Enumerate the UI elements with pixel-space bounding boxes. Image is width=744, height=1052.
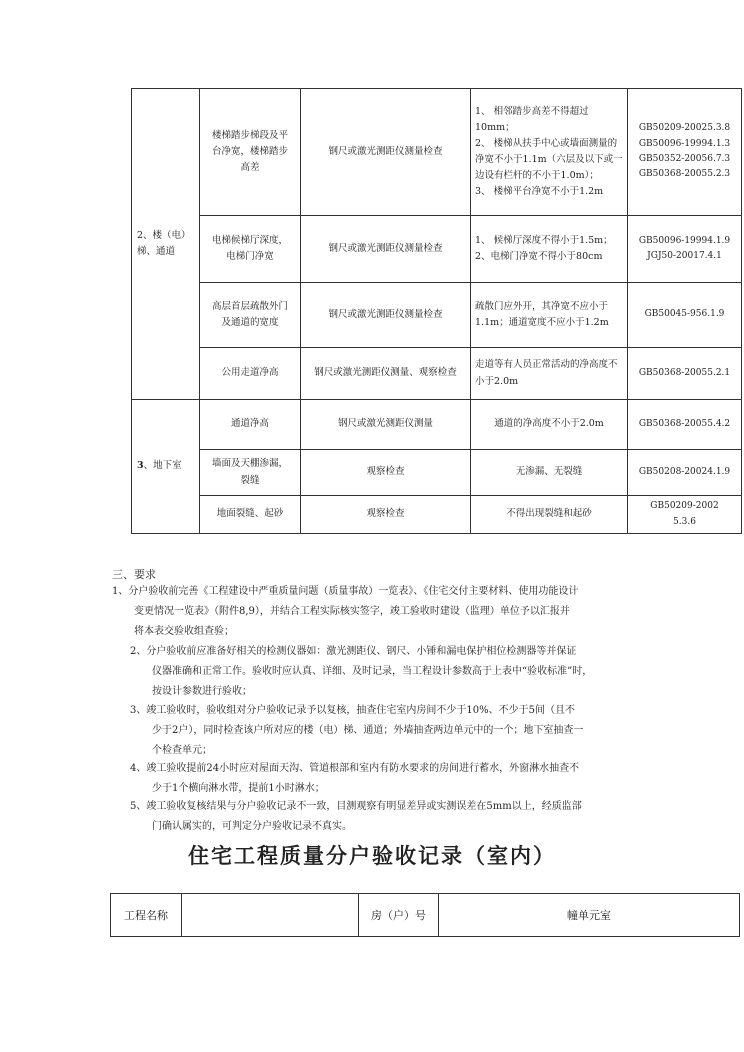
- method-cell: 钢尺或激光测距仪测量检查: [301, 89, 471, 216]
- standard-cell: 通道的净高度不小于2.0m: [471, 400, 628, 450]
- category-stairs: 2、楼（电）梯、通道: [132, 89, 200, 400]
- project-name-label: 工程名称: [111, 894, 182, 937]
- standard-cell: 不得出现裂缝和起砂: [471, 496, 628, 534]
- item-cell: 公用走道净高: [200, 348, 301, 400]
- standard-cell: 走道等有人员正常活动的净高度不小于2.0m: [471, 348, 628, 400]
- code-cell: GB50045-956.1.9: [628, 283, 742, 348]
- project-name-field[interactable]: [182, 894, 359, 937]
- requirement-item-1: 1、分户验收前完善《工程建设中严重质量问题（质量事故）一览表》、《住宅交付主要材料、使用功能设计 变更情况一览表》（附件8,9），并结合工程实际核实签字，竣工验收时建设（监理）单位予以汇报并 将本表交验收组查验；: [112, 586, 579, 637]
- form-header-table: [110, 893, 740, 937]
- method-cell: 钢尺或激光测距仪测量检查: [301, 283, 471, 348]
- category-basement: 3、地下室: [132, 400, 200, 534]
- method-cell: 钢尺或激光测距仪测量检查: [301, 216, 471, 283]
- method-cell: 观察检查: [301, 450, 471, 496]
- method-cell: 钢尺或激光测距仪测量: [301, 400, 471, 450]
- requirements-heading: 三、要求: [112, 568, 156, 581]
- code-cell: GB50209-2002 5.3.6: [628, 496, 742, 534]
- standard-cell: 1、 相邻踏步高差不得超过10mm； 2、 楼梯从扶手中心或墙面测量的净宽不小于1.1m（六层及以下或一边设有栏杆的不小于1.0m）； 3、 楼梯平台净宽不小于1.2m: [471, 89, 628, 216]
- item-cell: 电梯候梯厅深度，电梯门净宽: [200, 216, 301, 283]
- code-cell: GB50096-19994.1.9 JGJ50-20017.4.1: [628, 216, 742, 283]
- item-cell: 高层首层疏散外门及通道的宽度: [200, 283, 301, 348]
- inspection-spec-table: [131, 88, 742, 534]
- standard-cell: 疏散门应外开，其净宽不应小于1.1m；通道宽度不应小于1.2m: [471, 283, 628, 348]
- code-cell: GB50368-20055.4.2: [628, 400, 742, 450]
- requirement-item-4: 4、竣工验收提前24小时应对屋面天沟、管道根部和室内有防水要求的房间进行蓄水，外窗淋水抽查不 少于1个横向淋水带，提前1小时淋水；: [130, 763, 580, 794]
- item-cell: 通道净高: [200, 400, 301, 450]
- standard-cell: 无渗漏、无裂缝: [471, 450, 628, 496]
- requirement-item-2: 2、分户验收前应准备好相关的检测仪器如：激光测距仪、钢尺、小锤和漏电保护相位检测器等并保证 仪器准确和正常工作。验收时应认真、详细、及时记录，当工程设计参数高于上表中“验收标准”时， 按设计参数进行验收；: [130, 646, 593, 697]
- item-cell: 墙面及天棚渗漏，裂缝: [200, 450, 301, 496]
- method-cell: 钢尺或激光测距仪测量、观察检查: [301, 348, 471, 400]
- form-title: 住宅工程质量分户验收记录（室内）: [188, 844, 556, 868]
- code-cell: GB50368-20055.2.1: [628, 348, 742, 400]
- room-number-label: 房（户）号: [359, 894, 439, 937]
- requirement-item-5: 5、竣工验收复核结果与分户验收记录不一致，目测观察有明显差异或实测误差在5mm以上，经质监部 门确认属实的，可判定分户验收记录不真实。: [130, 801, 582, 832]
- code-cell: GB50208-20024.1.9: [628, 450, 742, 496]
- item-cell: 楼梯踏步梯段及平台净宽，楼梯踏步高差: [200, 89, 301, 216]
- room-number-field[interactable]: 幢单元室: [439, 894, 740, 937]
- method-cell: 观察检查: [301, 496, 471, 534]
- item-cell: 地面裂缝、起砂: [200, 496, 301, 534]
- standard-cell: 1、 候梯厅深度不得小于1.5m； 2、电梯门净宽不得小于80cm: [471, 216, 628, 283]
- requirement-item-3: 3、竣工验收时，验收组对分户验收记录予以复核，抽查住宅室内房间不少于10%、不少于5间（且不 少于2户），同时检查该户所对应的楼（电）梯、通道；外墙抽查两边单元中的一个；地下室抽查一 个检查单元；: [130, 705, 584, 756]
- code-cell: GB50209-20025.3.8 GB50096-19994.1.3 GB50352-20056.7.3 GB50368-20055.2.3: [628, 89, 742, 216]
